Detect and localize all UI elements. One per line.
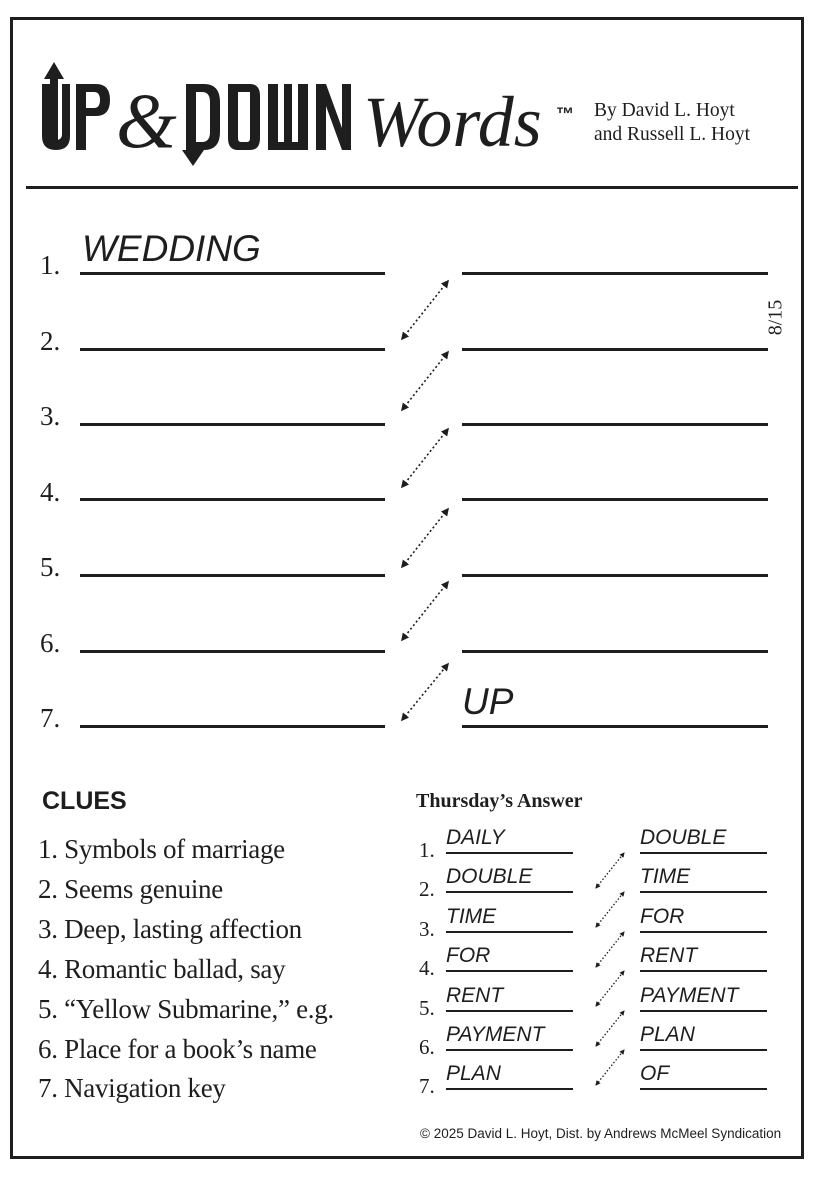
connector-arrow-5 — [402, 582, 448, 640]
answer-row-number: 1. — [419, 838, 435, 862]
copyright-notice: © 2025 David L. Hoyt, Dist. by Andrews McMeel Syndication — [420, 1126, 782, 1141]
answer-right-word: RENT — [640, 944, 698, 967]
answer-arrow-5 — [596, 1011, 624, 1046]
logo-trademark: ™ — [556, 104, 574, 124]
answer-row-number: 5. — [419, 996, 435, 1020]
answer-left-word: PLAN — [446, 1062, 501, 1085]
clues-heading: CLUES — [42, 787, 127, 815]
connector-arrow-1 — [402, 281, 448, 339]
row-number-3: 3. — [40, 401, 61, 431]
logo-words: Words — [363, 82, 542, 162]
logo-ampersand: & — [116, 77, 177, 164]
row-number-4: 4. — [40, 477, 61, 507]
answer-right-word: TIME — [640, 865, 691, 888]
row-number-1: 1. — [40, 250, 61, 280]
answer-right-line — [640, 852, 767, 854]
answer-left-word: RENT — [446, 984, 504, 1007]
answer-left-word: PAYMENT — [446, 1023, 545, 1046]
answer-right-line — [640, 891, 767, 893]
clue-item: 5. “Yellow Submarine,” e.g. — [38, 994, 334, 1024]
connector-arrow-6 — [402, 664, 448, 720]
row-number-5: 5. — [40, 552, 61, 582]
clue-item: 1. Symbols of marriage — [38, 834, 285, 864]
answer-right-word: DOUBLE — [640, 826, 727, 849]
connector-arrow-4 — [402, 509, 448, 567]
answer-right-word: OF — [640, 1062, 670, 1085]
clue-item: 4. Romantic ballad, say — [38, 954, 286, 984]
previous-answer-heading: Thursday’s Answer — [416, 790, 583, 812]
answer-arrow-3 — [596, 932, 624, 967]
answer-row-number: 2. — [419, 877, 435, 901]
byline-line2: and Russell L. Hoyt — [594, 124, 750, 145]
row-number-7: 7. — [40, 703, 61, 733]
clue-item: 3. Deep, lasting affection — [38, 914, 302, 944]
publication-date: 8/15 — [764, 299, 787, 336]
answer-right-word: PAYMENT — [640, 984, 739, 1007]
answer-left-line — [446, 1088, 573, 1090]
answer-row-number: 7. — [419, 1074, 435, 1098]
answer-right-line — [640, 970, 767, 972]
clue-item: 6. Place for a book’s name — [38, 1034, 317, 1064]
answer-left-line — [446, 1010, 573, 1012]
answer-row-number: 6. — [419, 1035, 435, 1059]
answer-right-line — [640, 1088, 767, 1090]
clue-item: 7. Navigation key — [38, 1073, 226, 1103]
row-number-6: 6. — [40, 628, 61, 658]
answer-right-line — [640, 1049, 767, 1051]
answer-left-word: FOR — [446, 944, 491, 967]
answer-left-line — [446, 891, 573, 893]
answer-arrow-2 — [596, 892, 624, 927]
answer-left-line — [446, 1049, 573, 1051]
answer-left-word: DAILY — [446, 826, 505, 849]
clue-item: 2. Seems genuine — [38, 874, 223, 904]
answer-row-number: 3. — [419, 917, 435, 941]
answer-arrow-4 — [596, 971, 624, 1006]
answer-right-word: PLAN — [640, 1023, 695, 1046]
answer-left-line — [446, 970, 573, 972]
answer-row-number: 4. — [419, 956, 435, 980]
connector-arrow-2 — [402, 352, 448, 410]
answer-left-line — [446, 931, 573, 933]
answer-word-left-1: WEDDING — [82, 228, 261, 269]
answer-arrow-1 — [596, 853, 624, 888]
answer-right-line — [640, 1010, 767, 1012]
answer-word-right-7: UP — [462, 681, 514, 722]
row-number-2: 2. — [40, 326, 61, 356]
answer-right-line — [640, 931, 767, 933]
answer-right-word: FOR — [640, 905, 685, 928]
answer-left-word: TIME — [446, 905, 497, 928]
answer-arrow-6 — [596, 1050, 624, 1085]
answer-left-line — [446, 852, 573, 854]
byline-line1: By David L. Hoyt — [594, 100, 735, 121]
connector-arrow-3 — [402, 429, 448, 487]
answer-left-word: DOUBLE — [446, 865, 533, 888]
